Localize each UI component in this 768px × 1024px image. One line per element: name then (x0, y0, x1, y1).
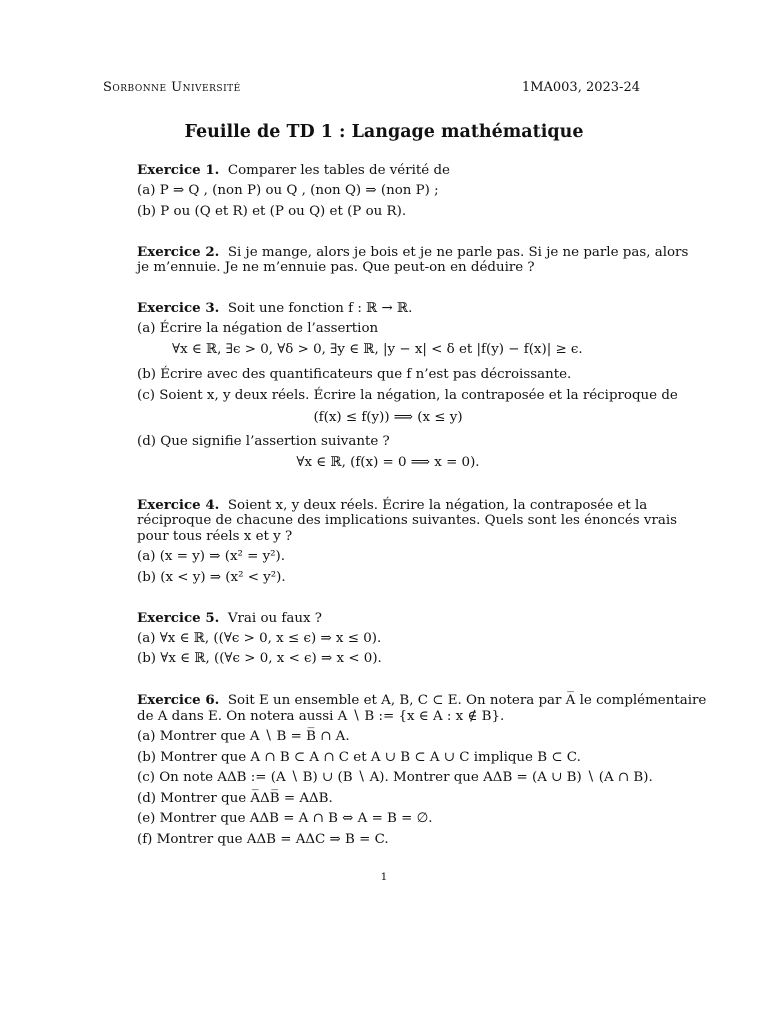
ex6-text-1: Soit E un ensemble et A, B, C ⊂ E. On notera par A̅ le complémentaire (227, 693, 707, 708)
ex3-formula-a: ∀x ∈ ℝ, ∃ϵ > 0, ∀δ > 0, ∃y ∈ ℝ, |y − x| < δ et |f(y) − f(x)| ≥ ϵ. (172, 342, 583, 357)
ex4-line-1 (137, 497, 647, 513)
ex6-item-c: (c) On note AΔB := (A ∖ B) ∪ (B ∖ A). Montrer que AΔB = (A ∪ B) ∖ (A ∩ B). (137, 770, 653, 785)
ex1-item-b: (b) P ou (Q et R) et (P ou Q) et (P ou R). (137, 204, 407, 219)
ex2-label: Exercice 2. (137, 244, 220, 260)
ex3-item-b: (b) Écrire avec des quantificateurs que f n’est pas décroissante. (137, 367, 572, 382)
ex6-item-e: (e) Montrer que AΔB = A ∩ B ⇔ A = B = ∅. (137, 811, 433, 826)
ex3-formula-c: (f(x) ≤ f(y)) ⟹ (x ≤ y) (313, 410, 463, 425)
ex4-text-1: Soient x, y deux réels. Écrire la négation, la contraposée et la (227, 498, 648, 513)
ex6-item-f: (f) Montrer que AΔB = AΔC ⇒ B = C. (137, 832, 389, 847)
page-number: 1 (380, 871, 388, 883)
ex3-heading (137, 300, 412, 316)
running-header (103, 80, 640, 95)
ex6-item-a: (a) Montrer que A ∖ B = B̅ ∩ A. (137, 729, 350, 744)
ex2-line-2: je m’ennuie. Je ne m’ennuie pas. Que peut-on en déduire ? (137, 260, 535, 275)
ex5-item-a: (a) ∀x ∈ ℝ, ((∀ϵ > 0, x ≤ ϵ) ⇒ x ≤ 0). (137, 631, 382, 646)
ex4-item-a: (a) (x = y) ⇒ (x² = y²). (137, 549, 286, 564)
header-course: 1MA003, 2023-24 (521, 80, 640, 95)
ex4-line-2: réciproque de chacune des implications suivantes. Quels sont les énoncés vrais (137, 513, 678, 528)
ex2-text-1: Si je mange, alors je bois et je ne parle pas. Si je ne parle pas, alors (227, 245, 689, 260)
page-title: Feuille de TD 1 : Langage mathématique (184, 122, 584, 142)
ex5-heading (137, 610, 322, 626)
ex1-item-a: (a) P ⇒ Q , (non P) ou Q , (non Q) ⇒ (non P) ; (137, 183, 439, 198)
ex3-label: Exercice 3. (137, 300, 220, 316)
ex6-item-d: (d) Montrer que A̅ΔB̅ = AΔB. (137, 791, 333, 806)
ex5-label: Exercice 5. (137, 610, 220, 626)
ex3-item-c: (c) Soient x, y deux réels. Écrire la négation, la contraposée et la réciproque de (137, 388, 678, 403)
ex6-line-1 (137, 692, 706, 708)
ex1-intro: Comparer les tables de vérité de (227, 163, 450, 178)
ex4-label: Exercice 4. (137, 497, 220, 513)
ex5-item-b: (b) ∀x ∈ ℝ, ((∀ϵ > 0, x < ϵ) ⇒ x < 0). (137, 651, 382, 666)
ex6-line-2: de A dans E. On notera aussi A ∖ B := {x ∈ A : x ∉ B}. (137, 709, 505, 724)
ex1-heading (137, 162, 450, 178)
ex6-item-b: (b) Montrer que A ∩ B ⊂ A ∩ C et A ∪ B ⊂ A ∪ C implique B ⊂ C. (137, 750, 581, 765)
ex4-line-3: pour tous réels x et y ? (137, 529, 293, 544)
ex3-item-d: (d) Que signifie l’assertion suivante ? (137, 434, 390, 449)
ex3-item-a: (a) Écrire la négation de l’assertion (137, 321, 379, 336)
ex5-intro: Vrai ou faux ? (227, 611, 322, 626)
ex3-formula-d: ∀x ∈ ℝ, (f(x) = 0 ⟹ x = 0). (296, 455, 480, 470)
ex6-label: Exercice 6. (137, 692, 220, 708)
ex1-label: Exercice 1. (137, 162, 220, 178)
header-university: Sorbonne Université (103, 80, 241, 95)
ex3-intro: Soit une fonction f : ℝ → ℝ. (227, 301, 413, 316)
ex4-item-b: (b) (x < y) ⇒ (x² < y²). (137, 570, 286, 585)
ex2-line-1 (137, 244, 688, 260)
